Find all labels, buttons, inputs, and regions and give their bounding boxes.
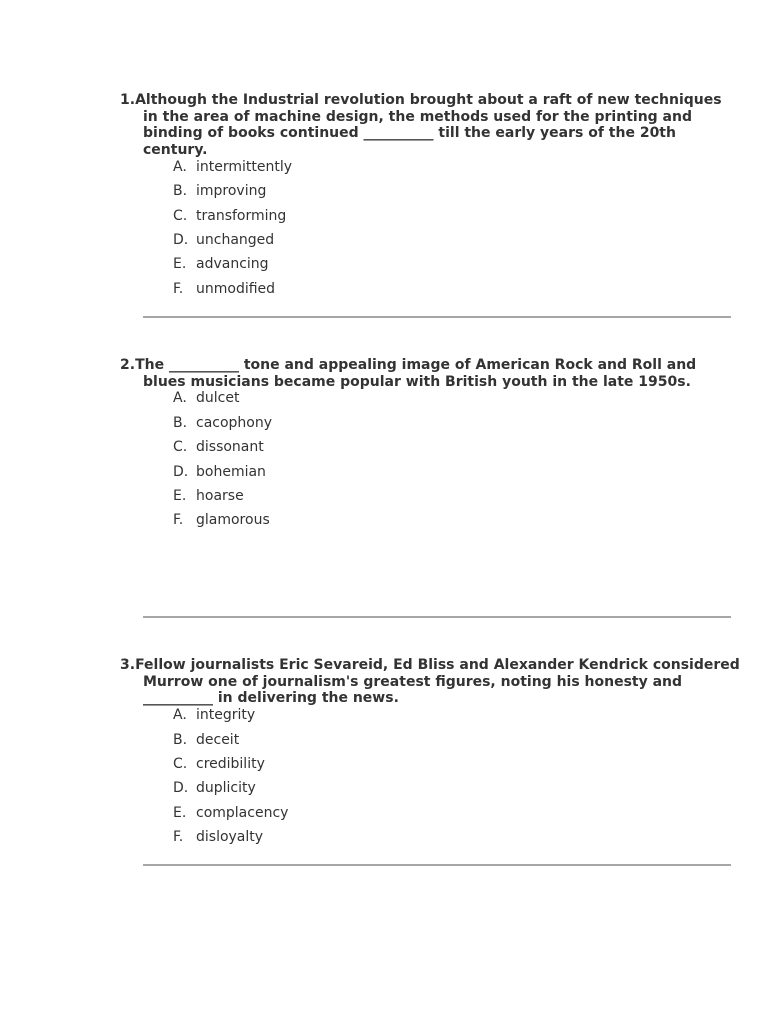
option-list bbox=[120, 159, 740, 305]
question-number: 1. bbox=[120, 92, 136, 108]
option-letter: D. bbox=[173, 780, 189, 797]
question-divider bbox=[143, 316, 731, 318]
option-text: unchanged bbox=[196, 231, 275, 248]
option-letter: F. bbox=[173, 829, 184, 846]
option-e[interactable] bbox=[120, 256, 740, 280]
question-text: Fellow journalists Eric Sevareid, Ed Bliss and Alexander Kendrick considered Murrow one of journalism's greatest figures, noting his honesty and __________ in delivering the news. bbox=[135, 657, 740, 707]
option-text: bohemian bbox=[196, 463, 266, 480]
option-text: integrity bbox=[196, 707, 256, 724]
option-a[interactable] bbox=[120, 390, 740, 414]
question-stem bbox=[120, 92, 740, 159]
option-letter: B. bbox=[173, 183, 188, 200]
option-text: complacency bbox=[196, 804, 289, 821]
option-d[interactable] bbox=[120, 464, 740, 488]
option-text: dulcet bbox=[196, 390, 240, 407]
option-letter: A. bbox=[173, 390, 187, 407]
option-text: glamorous bbox=[196, 512, 270, 529]
option-letter: A. bbox=[173, 158, 187, 175]
question-text: The __________ tone and appealing image of American Rock and Roll and blues musicians became popular with British youth in the late 1950s. bbox=[135, 357, 697, 390]
option-text: duplicity bbox=[196, 780, 256, 797]
option-letter: C. bbox=[173, 755, 188, 772]
option-d[interactable] bbox=[120, 232, 740, 256]
question-1 bbox=[120, 92, 740, 305]
option-c[interactable] bbox=[120, 208, 740, 232]
option-c[interactable] bbox=[120, 756, 740, 780]
question-stem bbox=[120, 657, 740, 707]
question-number: 3. bbox=[120, 657, 136, 673]
option-letter: C. bbox=[173, 439, 188, 456]
option-letter: E. bbox=[173, 256, 187, 273]
option-text: hoarse bbox=[196, 487, 244, 504]
option-letter: F. bbox=[173, 280, 184, 297]
option-text: improving bbox=[196, 183, 267, 200]
option-letter: C. bbox=[173, 207, 188, 224]
option-text: intermittently bbox=[196, 158, 293, 175]
option-letter: B. bbox=[173, 414, 188, 431]
option-f[interactable] bbox=[120, 281, 740, 305]
question-stem bbox=[120, 357, 740, 390]
option-a[interactable] bbox=[120, 159, 740, 183]
option-text: unmodified bbox=[196, 280, 276, 297]
option-text: transforming bbox=[196, 207, 287, 224]
question-divider bbox=[143, 616, 731, 618]
option-list bbox=[120, 390, 740, 536]
option-f[interactable] bbox=[120, 829, 740, 853]
option-text: dissonant bbox=[196, 439, 264, 456]
option-d[interactable] bbox=[120, 780, 740, 804]
option-e[interactable] bbox=[120, 488, 740, 512]
option-list bbox=[120, 707, 740, 853]
option-text: advancing bbox=[196, 256, 269, 273]
question-text: Although the Industrial revolution brought about a raft of new techniques in the area of machine design, the methods used for the printing and binding of books continued __________ till the early years of the 20th century. bbox=[135, 92, 722, 159]
question-3 bbox=[120, 657, 740, 853]
option-letter: F. bbox=[173, 512, 184, 529]
option-b[interactable] bbox=[120, 415, 740, 439]
option-letter: E. bbox=[173, 804, 187, 821]
option-e[interactable] bbox=[120, 805, 740, 829]
option-text: disloyalty bbox=[196, 829, 264, 846]
option-letter: D. bbox=[173, 463, 189, 480]
option-text: cacophony bbox=[196, 414, 273, 431]
question-2 bbox=[120, 357, 740, 537]
option-letter: B. bbox=[173, 731, 188, 748]
option-c[interactable] bbox=[120, 439, 740, 463]
option-b[interactable] bbox=[120, 732, 740, 756]
option-a[interactable] bbox=[120, 707, 740, 731]
option-b[interactable] bbox=[120, 183, 740, 207]
option-f[interactable] bbox=[120, 512, 740, 536]
option-letter: E. bbox=[173, 487, 187, 504]
option-text: credibility bbox=[196, 755, 265, 772]
question-number: 2. bbox=[120, 357, 136, 373]
question-divider bbox=[143, 864, 731, 866]
option-letter: A. bbox=[173, 707, 187, 724]
option-letter: D. bbox=[173, 231, 189, 248]
option-text: deceit bbox=[196, 731, 240, 748]
